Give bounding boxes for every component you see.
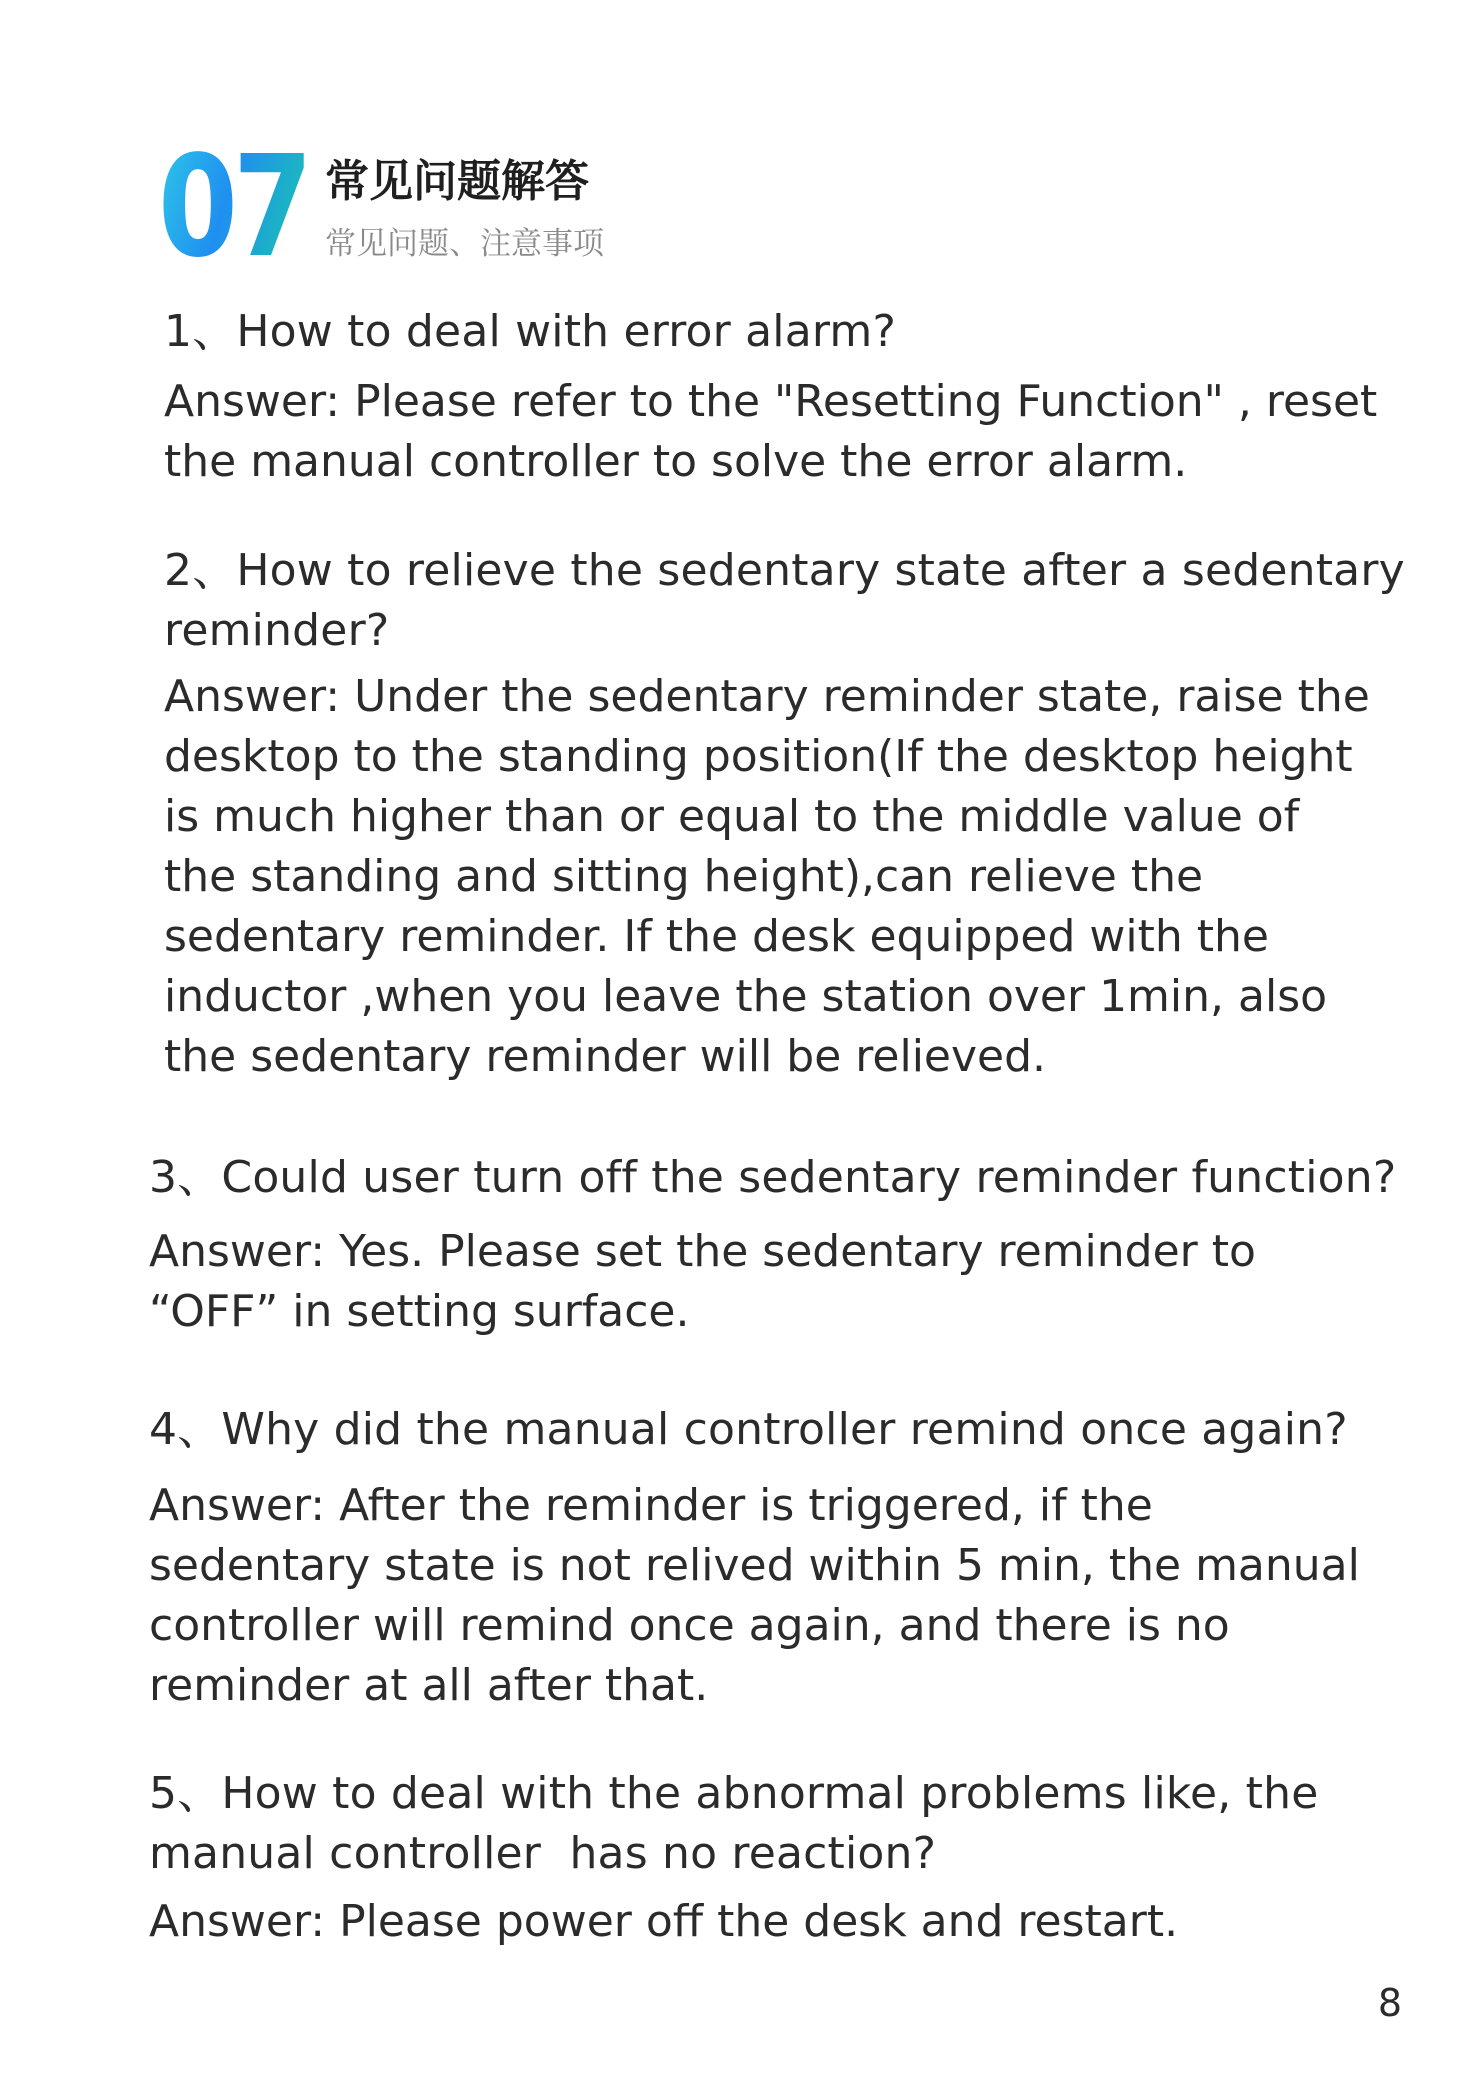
faq-question: 5、How to deal with the abnormal problems like, the manual controller has no reaction? xyxy=(149,1768,1319,1879)
faq-question: 4、Why did the manual controller remind once again? xyxy=(149,1404,1348,1455)
faq-question: 2、How to relieve the sedentary state after a sedentary reminder? xyxy=(164,545,1405,656)
faq-answer: Answer: Yes. Please set the sedentary reminder to “OFF” in setting surface. xyxy=(149,1226,1256,1337)
page-number: 8 xyxy=(1377,1981,1402,2025)
faq-item-3 xyxy=(149,1148,1426,1342)
faq-answer: Answer: Please power off the desk and restart. xyxy=(149,1896,1179,1947)
section-number: 07 xyxy=(158,126,308,289)
faq-answer: Answer: Under the sedentary reminder state, raise the desktop to the standing position(If the desktop height is much higher than or equal to the middle value of the standing and sitting height),can relieve the sedentary reminder. If the desk equipped with the inductor ,when you leave the station over 1min, also the sedentary reminder will be relieved. xyxy=(164,671,1370,1082)
faq-answer: Answer: Please refer to the "Resetting Function" , reset the manual controller to solve the error alarm. xyxy=(164,376,1378,487)
faq-item-5 xyxy=(149,1764,1426,1952)
faq-question: 3、Could user turn off the sedentary reminder function? xyxy=(149,1152,1397,1203)
faq-answer: Answer: After the reminder is triggered, if the sedentary state is not relived within 5 min, the manual controller will remind once again, and there is no reminder at all after that. xyxy=(149,1480,1360,1711)
faq-question: 1、How to deal with error alarm? xyxy=(164,306,897,357)
section-title: 常见问题解答 xyxy=(325,156,589,207)
faq-item-1 xyxy=(164,302,1426,492)
section-subtitle: 常见问题、注意事项 xyxy=(325,226,604,262)
faq-item-4 xyxy=(149,1400,1426,1716)
faq-item-2 xyxy=(164,541,1426,1087)
